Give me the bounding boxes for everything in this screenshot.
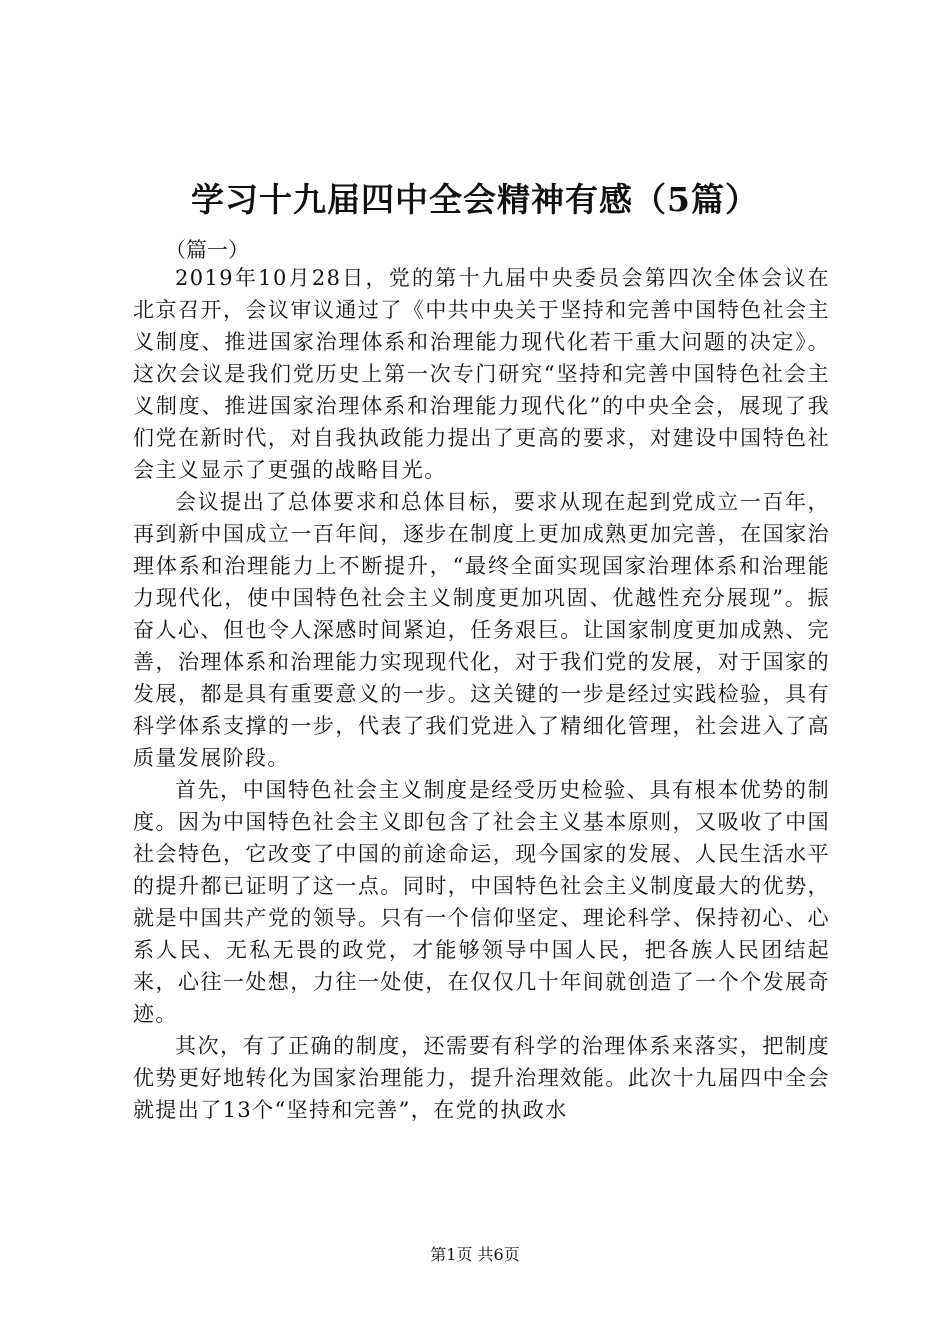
paragraph-4: 其次，有了正确的制度，还需要有科学的治理体系来落实，把制度优势更好地转化为国家治理能力，提升治理效能。此次十九届四中全会就提出了13个“坚持和完善”，在党的执政水 xyxy=(133,1034,830,1122)
document-body xyxy=(133,262,830,1126)
paragraph-1: 2019年10月28日，党的第十九届中央委员会第四次全体会议在北京召开，会议审议通过了《中共中央关于坚持和完善中国特色社会主义制度、推进国家治理体系和治理能力现代化若干重大问题的决定》。这次会议是我们党历史上第一次专门研究“坚持和完善中国特色社会主义制度、推进国家治理体系和治理能力现代化”的中央全会，展现了我们党在新时代，对自我执政能力提出了更高的要求，对建设中国特色社会主义显示了更强的战略目光。 xyxy=(133,266,830,482)
page-footer: 第1页 共6页 xyxy=(430,1245,520,1264)
section-label: （篇一） xyxy=(165,238,249,262)
document-title: 学习十九届四中全会精神有感（5篇） xyxy=(191,180,759,219)
paragraph-3: 首先，中国特色社会主义制度是经受历史检验、具有根本优势的制度。因为中国特色社会主义即包含了社会主义基本原则，又吸收了中国社会特色，它改变了中国的前途命运，现今国家的发展、人民生活水平的提升都已证明了这一点。同时，中国特色社会主义制度最大的优势，就是中国共产党的领导。只有一个信仰坚定、理论科学、保持初心、心系人民、无私无畏的政党，才能够领导中国人民，把各族人民团结起来，心往一处想，力往一处使，在仅仅几十年间就创造了一个个发展奇迹。 xyxy=(133,778,830,1026)
paragraph-2: 会议提出了总体要求和总体目标，要求从现在起到党成立一百年，再到新中国成立一百年间，逐步在制度上更加成熟更加完善，在国家治理体系和治理能力上不断提升，“最终全面实现国家治理体系和治理能力现代化，使中国特色社会主义制度更加巩固、优越性充分展现”。振奋人心、但也令人深感时间紧迫，任务艰巨。让国家制度更加成熟、完善，治理体系和治理能力实现现代化，对于我们党的发展，对于国家的发展，都是具有重要意义的一步。这关键的一步是经过实践检验，具有科学体系支撑的一步，代表了我们党进入了精细化管理，社会进入了高质量发展阶段。 xyxy=(133,490,830,770)
